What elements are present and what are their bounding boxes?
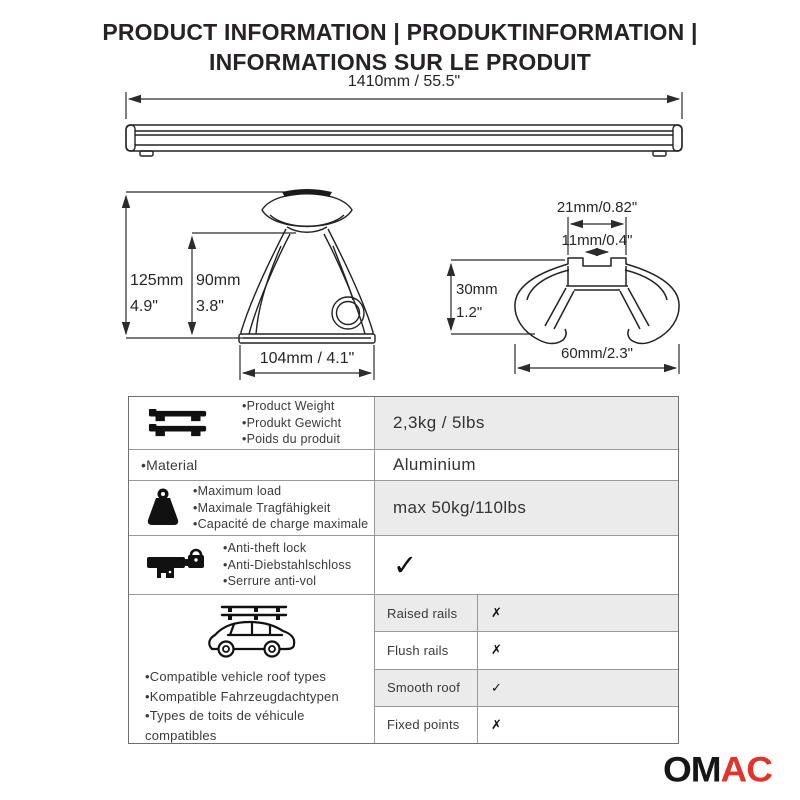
anti-theft-labels <box>223 540 351 590</box>
material-value-cell <box>375 450 678 480</box>
weight-value-cell <box>375 397 678 449</box>
table-row-anti-theft <box>129 535 678 594</box>
label-line: •Maximale Tragfähigkeit <box>193 500 331 515</box>
roof-types-subtable <box>375 595 678 743</box>
page-title <box>0 17 800 77</box>
weight-icon <box>145 488 181 528</box>
foot-diagram <box>110 182 400 396</box>
label-line: •Produkt Gewicht <box>242 415 342 430</box>
subrow-raised-rails <box>375 595 678 631</box>
table-row-weight <box>129 397 678 449</box>
subrow-flush-rails <box>375 631 678 668</box>
logo-black-part: OM <box>662 750 721 789</box>
subrow-label: Raised rails <box>375 595 478 631</box>
page-title-line1: PRODUCT INFORMATION | PRODUKTINFORMATION | <box>102 19 698 45</box>
subrow-label: Flush rails <box>375 632 478 668</box>
max-load-label-cell <box>129 481 375 535</box>
material-value: Aluminium <box>393 455 476 474</box>
weight-value: 2,3kg / 5lbs <box>393 413 485 432</box>
subrow-label: Smooth roof <box>375 670 478 706</box>
spec-table <box>128 396 679 744</box>
subrow-mark: ✓ <box>491 679 502 695</box>
material-labels <box>141 456 198 474</box>
crossbar-length-diagram <box>112 70 696 170</box>
foot-height-body-mm: 90mm <box>196 272 241 289</box>
crossbar-drawing <box>126 125 682 156</box>
roof-types-label-cell <box>129 595 375 743</box>
anti-theft-check: ✓ <box>393 549 418 582</box>
subrow-smooth-roof <box>375 669 678 706</box>
label-line: •Capacité de charge maximale <box>193 517 369 532</box>
subrow-fixed-points <box>375 706 678 743</box>
max-load-value: max 50kg/110lbs <box>393 498 527 517</box>
label-line: •Maximum load <box>193 484 282 499</box>
profile-height-in: 1.2" <box>456 304 483 321</box>
profile-bottom-width-label: 60mm/2.3" <box>560 345 634 362</box>
foot-height-body-in: 3.8" <box>196 298 224 315</box>
logo-red-part: AC <box>720 750 772 789</box>
table-row-max-load <box>129 480 678 535</box>
weight-labels <box>242 398 341 448</box>
foot-drawing <box>239 189 375 343</box>
profile-drawing <box>515 258 679 344</box>
roof-types-labels <box>129 665 374 745</box>
cross-section-diagram <box>435 196 700 382</box>
weight-label-cell <box>129 397 375 449</box>
label-line: •Material <box>141 456 198 473</box>
foot-height-total-in: 4.9" <box>130 298 158 315</box>
profile-top-width-label: 21mm/0.82" <box>556 199 638 216</box>
profile-height-mm: 30mm <box>456 281 498 298</box>
bar-length-label: 1410mm / 55.5" <box>347 73 461 90</box>
table-row-roof-types <box>129 594 678 743</box>
foot-width-label: 104mm / 4.1" <box>259 350 355 367</box>
anti-theft-value-cell <box>375 536 678 594</box>
anti-theft-label-cell <box>129 536 375 594</box>
bar-dimension-lines <box>126 92 682 119</box>
crossbars-icon <box>147 408 209 438</box>
label-line: •Compatible vehicle roof types <box>145 669 327 684</box>
label-line: •Types de toits de véhicule compatibles <box>145 708 305 743</box>
car-icon <box>202 603 302 661</box>
subrow-label: Fixed points <box>375 707 478 743</box>
label-line: •Anti-Diebstahlschloss <box>223 557 352 572</box>
label-line: •Serrure anti-vol <box>223 574 317 589</box>
subrow-mark: ✗ <box>491 605 502 621</box>
foot-height-total-mm: 125mm <box>130 272 184 289</box>
max-load-labels <box>193 483 368 533</box>
label-line: •Product Weight <box>242 399 335 414</box>
subrow-mark: ✗ <box>491 716 502 732</box>
material-label-cell <box>129 450 375 480</box>
label-line: •Anti-theft lock <box>223 541 307 556</box>
profile-slot-width-label: 11mm/0.4" <box>561 232 633 249</box>
subrow-mark: ✗ <box>491 642 502 658</box>
label-line: •Kompatible Fahrzeugdachtypen <box>145 688 339 704</box>
label-line: •Poids du produit <box>242 432 341 447</box>
page-title-line2: INFORMATIONS SUR LE PRODUIT <box>209 49 591 75</box>
table-row-material <box>129 449 678 480</box>
max-load-value-cell <box>375 481 678 535</box>
lock-icon <box>145 546 205 584</box>
omac-logo <box>663 750 772 790</box>
